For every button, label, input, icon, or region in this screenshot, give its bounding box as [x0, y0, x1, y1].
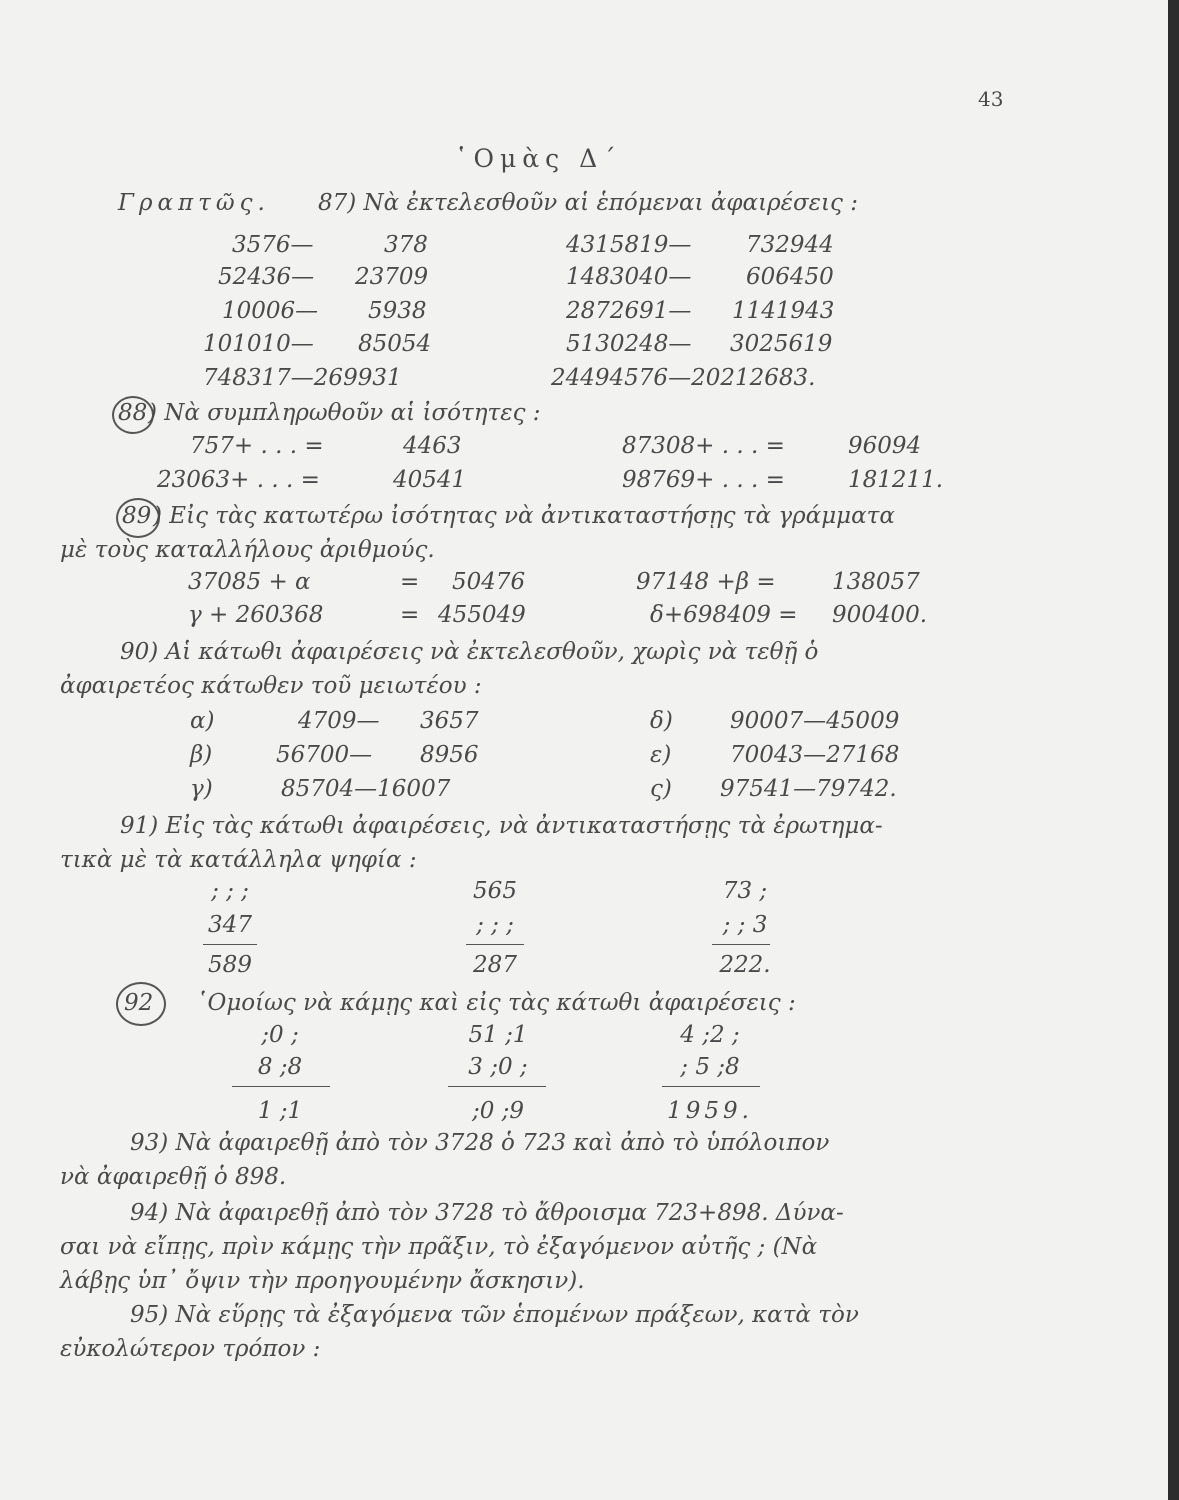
- exercise-94-text: σαι νὰ εἴπῃς, πρὶν κάμῃς τὴν πρᾶξιν, τὸ ἐξαγόμενον αὐτῆς ; (Νὰ: [60, 1234, 818, 1260]
- table-cell: α): [190, 708, 215, 734]
- subtraction-rule: [232, 1086, 330, 1087]
- table-cell: 455049: [438, 602, 526, 628]
- subtraction-cell: ; ; ;: [211, 878, 249, 904]
- table-cell: 181211.: [848, 467, 944, 493]
- subtraction-cell: 3 ;0 ;: [468, 1054, 528, 1080]
- subtraction-rule: [466, 944, 524, 945]
- subtraction-cell: ; 5 ;8: [680, 1054, 740, 1080]
- table-cell: 900400.: [832, 602, 928, 628]
- table-cell: 3025619: [730, 331, 833, 357]
- table-cell: 1141943: [732, 298, 835, 324]
- table-cell: 23709: [355, 264, 429, 290]
- subtraction-cell: 589: [208, 952, 252, 978]
- table-cell: 52436—: [218, 264, 315, 290]
- subtraction-cell: 565: [473, 878, 517, 904]
- table-cell: 90007—45009: [730, 708, 900, 734]
- subtraction-cell: 347: [208, 912, 252, 938]
- table-cell: γ + 260368: [188, 602, 324, 628]
- table-cell: 98769+ . . . =: [622, 467, 785, 493]
- table-cell: 10006—: [222, 298, 319, 324]
- book-edge-shadow: [1168, 0, 1179, 1500]
- exercise-94-text: 94) Νὰ ἀφαιρεθῇ ἀπὸ τὸν 3728 τὸ ἄθροισμα 723+898. Δύνα-: [130, 1200, 844, 1226]
- subtraction-cell: ;0 ;9: [471, 1098, 525, 1124]
- table-cell: 4463: [403, 433, 462, 459]
- table-cell: δ): [650, 708, 673, 734]
- table-cell: 606450: [746, 264, 834, 290]
- table-cell: 85054: [358, 331, 432, 357]
- table-cell: 732944: [746, 232, 834, 258]
- lead-word: Γραπτῶς.: [118, 190, 270, 216]
- table-cell: 4315819—: [566, 232, 692, 258]
- exercise-95-text: εὐκολώτερον τρόπον :: [60, 1336, 321, 1362]
- subtraction-rule: [448, 1086, 546, 1087]
- table-cell: β): [190, 742, 213, 768]
- table-cell: 2872691—: [566, 298, 692, 324]
- exercise-91-text: 91) Εἰς τὰς κάτωθι ἀφαιρέσεις, νὰ ἀντικαταστήσῃς τὰ ἐρωτημα-: [120, 813, 883, 839]
- table-cell: 23063+ . . . =: [157, 467, 320, 493]
- table-cell: 24494576—20212683.: [551, 365, 816, 391]
- table-cell: 37085 + α: [188, 569, 311, 595]
- table-cell: 70043—27168: [730, 742, 900, 768]
- table-cell: 3657: [420, 708, 479, 734]
- table-cell: δ+698409 =: [650, 602, 798, 628]
- exercise-93-text: 93) Νὰ ἀφαιρεθῇ ἀπὸ τὸν 3728 ὁ 723 καὶ ἀπὸ τὸ ὑπόλοιπον: [130, 1130, 830, 1156]
- table-cell: 4709—: [298, 708, 380, 734]
- exercise-92-number: 92: [124, 990, 154, 1016]
- subtraction-cell: 287: [473, 952, 517, 978]
- table-cell: 50476: [452, 569, 526, 595]
- table-cell: 97148 +β =: [636, 569, 776, 595]
- table-cell: ς): [650, 776, 672, 802]
- table-cell: 5938: [368, 298, 427, 324]
- exercise-88-text: ) Νὰ συμπληρωθοῦν αἱ ἰσότητες :: [148, 400, 541, 426]
- table-cell: ε): [650, 742, 672, 768]
- table-cell: 138057: [832, 569, 920, 595]
- table-cell: 40541: [393, 467, 467, 493]
- subtraction-cell: 8 ;8: [257, 1054, 303, 1080]
- exercise-89-text: μὲ τοὺς καταλλήλους ἀριθμούς.: [60, 537, 435, 563]
- subtraction-cell: ; ; ;: [476, 912, 514, 938]
- subtraction-cell: ;0 ;: [261, 1022, 299, 1048]
- table-cell: γ): [190, 776, 213, 802]
- table-cell: 101010—: [203, 331, 314, 357]
- subtraction-cell: 222.: [719, 952, 771, 978]
- exercise-88-number: 88: [118, 400, 148, 426]
- exercise-90-text: 90) Αἱ κάτωθι ἀφαιρέσεις νὰ ἐκτελεσθοῦν, χωρὶς νὰ τεθῇ ὁ: [120, 639, 819, 665]
- exercise-89-text: ) Εἰς τὰς κατωτέρω ἰσότητας νὰ ἀντικαταστήσῃς τὰ γράμματα: [153, 503, 895, 529]
- exercise-92-text: ῾Ομοίως νὰ κάμῃς καὶ εἰς τὰς κάτωθι ἀφαιρέσεις :: [196, 990, 796, 1016]
- table-cell: =: [400, 602, 420, 628]
- table-cell: 748317—269931: [203, 365, 402, 391]
- subtraction-cell: 4 ;2 ;: [680, 1022, 740, 1048]
- exercise-95-text: 95) Νὰ εὕρῃς τὰ ἐξαγόμενα τῶν ἑπομένων πράξεων, κατὰ τὸν: [130, 1302, 859, 1328]
- subtraction-cell: 1 ;1: [257, 1098, 303, 1124]
- table-cell: 56700—: [276, 742, 373, 768]
- table-cell: 85704—16007: [281, 776, 451, 802]
- table-cell: 5130248—: [566, 331, 692, 357]
- table-cell: 757+ . . . =: [190, 433, 324, 459]
- table-cell: 3576—: [232, 232, 314, 258]
- table-cell: 96094: [848, 433, 922, 459]
- subtraction-rule: [662, 1086, 760, 1087]
- subtraction-rule: [712, 944, 770, 945]
- subtraction-rule: [203, 944, 257, 945]
- subtraction-cell: 1959.: [667, 1098, 753, 1124]
- page-number: 43: [978, 87, 1004, 111]
- exercise-94-text: λάβῃς ὑπ᾿ ὄψιν τὴν προηγουμένην ἄσκησιν).: [60, 1268, 585, 1294]
- table-cell: 97541—79742.: [720, 776, 897, 802]
- table-cell: 87308+ . . . =: [622, 433, 785, 459]
- subtraction-cell: ; ; 3: [722, 912, 768, 938]
- exercise-91-text: τικὰ μὲ τὰ κατάλληλα ψηφία :: [60, 847, 417, 873]
- table-cell: 378: [384, 232, 428, 258]
- exercise-90-text: ἀφαιρετέος κάτωθεν τοῦ μειωτέου :: [60, 673, 482, 699]
- table-cell: =: [400, 569, 420, 595]
- table-cell: 1483040—: [566, 264, 692, 290]
- section-title: ῾Ομὰς Δ΄: [455, 144, 622, 173]
- exercise-89-number: 89: [122, 503, 152, 529]
- subtraction-cell: 51 ;1: [468, 1022, 528, 1048]
- exercise-93-text: νὰ ἀφαιρεθῇ ὁ 898.: [60, 1164, 287, 1190]
- exercise-87-text: 87) Νὰ ἐκτελεσθοῦν αἱ ἑπόμεναι ἀφαιρέσεις :: [318, 190, 858, 216]
- table-cell: 8956: [420, 742, 479, 768]
- subtraction-cell: 73 ;: [722, 878, 768, 904]
